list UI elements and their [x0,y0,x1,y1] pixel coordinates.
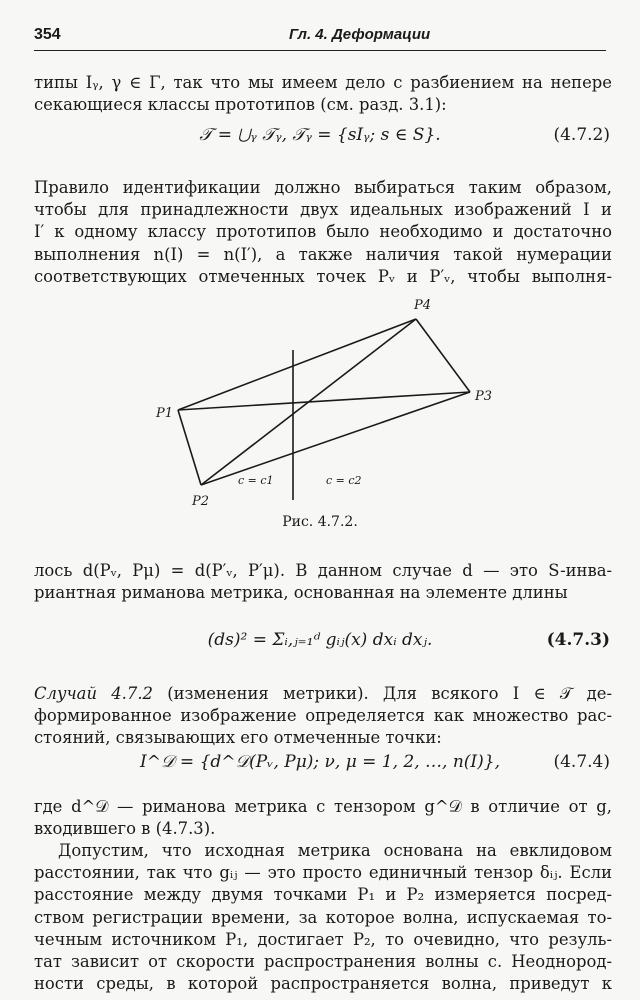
text-line: чтобы для принадлежности двух идеальных изображений I и [34,200,612,220]
label-c1: c = c1 [238,474,274,487]
text-line: I′ к одному классу прототипов было необходимо и достаточно [34,222,612,242]
text-line: лось d(Pᵥ, Pμ) = d(P′ᵥ, P′μ). В данном случае d — это S-инва- [34,561,612,580]
text-line: чечным источником P₁, достигает P₂, то очевидно, что резуль- [34,929,612,949]
text-line: входившего в (4.7.3). [34,819,216,839]
text-line [34,683,612,705]
text-line: тат зависит от скорости распространения волны c. Неоднород- [34,952,612,972]
equation-formula: (ds)² = Σᵢ,ⱼ₌₁ᵈ gᵢⱼ(x) dxᵢ dxⱼ. [207,630,433,650]
paragraph-4 [34,683,612,750]
edge-p4-p3 [416,319,470,392]
case-title: Случай 4.7.2 [34,684,153,703]
equation-number: (4.7.3) [546,630,610,650]
label-p3: P3 [475,389,493,404]
equation-formula: 𝒯 = ⋃ᵧ 𝒯ᵧ, 𝒯ᵧ = {sIᵧ; s ∈ S}. [199,125,441,145]
text-line: риантная риманова метрика, основанная на элементе длины [34,583,568,603]
text-line: где d^𝒟 — риманова метрика с тензором g^𝒟 в отличие от g, [34,797,612,816]
label-c2: c = c2 [326,474,362,487]
label-p2: P2 [192,494,210,509]
text-line: расстоянии, так что gᵢⱼ — это просто единичный тензор δᵢⱼ. Если [34,863,612,883]
edge-p2-p4 [201,319,416,485]
label-p4: P4 [414,298,432,313]
paragraph-3 [34,560,612,604]
figure-caption: Рис. 4.7.2. [282,514,358,530]
running-header [34,26,606,51]
label-p1: P1 [156,406,174,421]
text-line: стояний, связывающих его отмеченные точки: [34,728,442,748]
equation-number: (4.7.4) [553,752,610,772]
edge-p1-p2 [178,410,201,485]
text-line: ности среды, в которой распространяется волна, приведут к [34,974,612,994]
paragraph-1 [34,72,612,116]
edge-p1-p4 [178,319,416,410]
text-line: Правило идентификации должно выбираться таким образом, [34,178,612,197]
text-line: выполнения n(I) = n(I′), а также наличия такой нумерации [34,244,612,264]
case-text: (изменения метрики). Для всякого I ∈ 𝒯 де- [167,684,612,703]
text-line: расстояние между двумя точками P₁ и P₂ измеряется посред- [34,885,612,905]
page-number: 354 [34,26,61,43]
figure-4-7-2 [148,295,508,515]
text-line: ством регистрации времени, за которое волна, испускаемая то- [34,907,612,927]
equation-number: (4.7.2) [553,125,610,145]
text-line: формированное изображение определяется как множество рас- [34,706,612,726]
paragraph-2 [34,177,612,288]
text-line: соответствующих отмеченных точек Pᵥ и P′ᵥ, чтобы выполня- [34,266,612,286]
equation-formula: I^𝒟 = {d^𝒟(Pᵥ, Pμ); ν, μ = 1, 2, …, n(I)}, [140,752,500,772]
chapter-title: Гл. 4. Деформации [289,26,431,43]
text-line: типы Iᵧ, γ ∈ Γ, так что мы имеем дело с разбиением на непере [34,73,612,92]
paragraph-6 [34,840,612,995]
paragraph-5 [34,796,612,840]
text-line: Допустим, что исходная метрика основана на евклидовом [58,841,612,860]
text-line: секающиеся классы прототипов (см. разд. 3.1): [34,95,447,115]
